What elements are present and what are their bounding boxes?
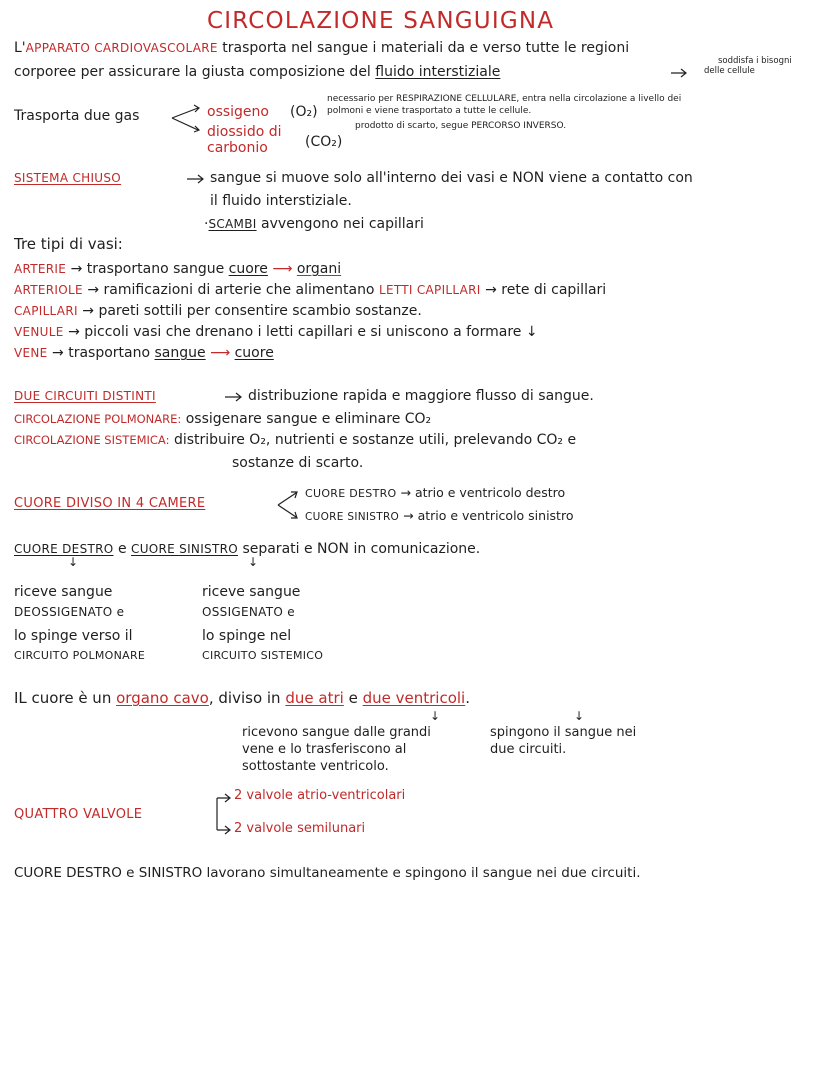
final-sentence: CUORE DESTRO e SINISTRO lavorano simultaneamente e spingono il sangue nei due circuiti. [14,865,641,881]
atria-desc-1: ricevono sangue dalle grandi [242,725,431,740]
co2-formula: (CO₂) [305,134,343,150]
oxygen-term: ossigeno [207,104,269,120]
intro-line-2: corporee per assicurare la giusta composizione del fluido interstiziale [14,64,501,80]
intro-note-top: soddisfa i bisogni [718,56,792,66]
systemic-row: CIRCOLAZIONE SISTEMICA: distribuire O₂, nutrienti e sostanze utili, prelevando CO₂ e [14,432,577,448]
ventricles-term: due ventricoli [362,689,466,707]
closed-system-term: SISTEMA CHIUSO [14,171,122,185]
down-arrow-icon: ↓ [430,709,441,723]
co2-note: prodotto di scarto, segue PERCORSO INVERSO. [355,121,567,131]
hollow-organ-term: organo cavo [116,689,209,707]
branch-arrows-icon [170,102,206,134]
systemic-term: CIRCOLAZIONE SISTEMICA: [14,433,170,447]
atria-desc-3: sottostante ventricolo. [242,759,389,774]
closed-system-line-2: il fluido interstiziale. [210,193,352,209]
arteriole-row: ARTERIOLE → ramificazioni di arterie che alimentano LETTI CAPILLARI → rete di capillari [14,282,607,298]
left-heart-row: CUORE SINISTRO → atrio e ventricolo sinistro [305,508,574,523]
capillari-row: CAPILLARI → pareti sottili per consentire scambio sostanze. [14,303,422,319]
right-col-2: DEOSSIGENATO e [14,605,125,619]
vene-term: VENE [14,346,48,360]
down-arrow-icon: ↓ [248,555,259,569]
systemic-row-2: sostanze di scarto. [232,455,364,471]
ventricles-desc-1: spingono il sangue nei [490,725,637,740]
down-arrow-icon: ↓ [574,709,585,723]
left-col-2: OSSIGENATO e [202,605,295,619]
down-arrow-icon: ↓ [68,555,79,569]
organ-row: IL cuore è un organo cavo, diviso in due atri e due ventricoli. [14,689,470,707]
two-circuits-desc: distribuzione rapida e maggiore flusso di sangue. [248,388,594,404]
right-col-1: riceve sangue [14,584,113,600]
vessels-heading: Tre tipi di vasi: [14,235,123,253]
four-chambers-term: CUORE DIVISO IN 4 CAMERE [14,496,206,511]
cardiovascular-term: APPARATO CARDIOVASCOLARE [25,41,218,55]
arterie-term: ARTERIE [14,262,67,276]
bracket-arrows-icon [214,792,232,838]
valve-item-1: 2 valvole atrio-ventricolari [234,788,406,803]
pulmonary-row: CIRCOLAZIONE POLMONARE: ossigenare sangue e eliminare CO₂ [14,411,432,427]
page-title: CIRCOLAZIONE SANGUIGNA [207,8,555,34]
exchanges-term: SCAMBI [208,217,257,231]
right-col-3: lo spinge verso il [14,628,133,644]
gas-label: Trasporta due gas [14,108,140,124]
vene-row: VENE → trasportano sangue ⟶ cuore [14,345,274,361]
intro-note-bottom: delle cellule [704,66,755,76]
oxygen-note-2: polmoni e viene trasportato a tutte le cellule. [327,106,532,116]
right-col-4: CIRCUITO POLMONARE [14,649,146,662]
left-heart-term: CUORE SINISTRO [131,542,238,556]
valve-item-2: 2 valvole semilunari [234,821,366,836]
branch-arrows-icon [276,488,302,522]
ventricles-desc-2: due circuiti. [490,742,567,757]
pulmonary-term: CIRCOLAZIONE POLMONARE: [14,412,182,426]
closed-system-line-1: sangue si muove solo all'interno dei vasi e NON viene a contatto con [210,170,693,186]
four-valves-term: QUATTRO VALVOLE [14,807,143,822]
arterie-row: ARTERIE → trasportano sangue cuore ⟶ organi [14,261,342,277]
interstitial-fluid-term: fluido interstiziale [375,64,501,80]
atria-term: due atri [285,689,344,707]
venule-term: VENULE [14,325,64,339]
oxygen-formula: (O₂) [290,104,318,120]
co2-term-line-2: carbonio [207,140,268,156]
arrow-icon [224,392,246,402]
arrow-icon [186,174,208,184]
co2-term-line-1: diossido di [207,124,282,140]
oxygen-note-1: necessario per RESPIRAZIONE CELLULARE, entra nella circolazione a livello dei [327,94,682,104]
arrow-icon [670,68,690,78]
left-col-3: lo spinge nel [202,628,292,644]
atria-desc-2: vene e lo trasferiscono al [242,742,407,757]
exchange-line: ·SCAMBI avvengono nei capillari [204,216,424,232]
intro-line-1: L'APPARATO CARDIOVASCOLARE trasporta nel sangue i materiali da e verso tutte le regioni [14,40,630,56]
arteriole-term: ARTERIOLE [14,283,83,297]
right-heart-term: CUORE DESTRO [14,542,114,556]
heart-sides-row: CUORE DESTRO e CUORE SINISTRO separati e NON in comunicazione. [14,541,481,557]
right-heart-row: CUORE DESTRO → atrio e ventricolo destro [305,485,566,500]
venule-row: VENULE → piccoli vasi che drenano i letti capillari e si uniscono a formare ↓ [14,324,538,340]
capillari-term: CAPILLARI [14,304,78,318]
left-col-1: riceve sangue [202,584,301,600]
left-col-4: CIRCUITO SISTEMICO [202,649,324,662]
two-circuits-term: DUE CIRCUITI DISTINTI [14,389,156,403]
